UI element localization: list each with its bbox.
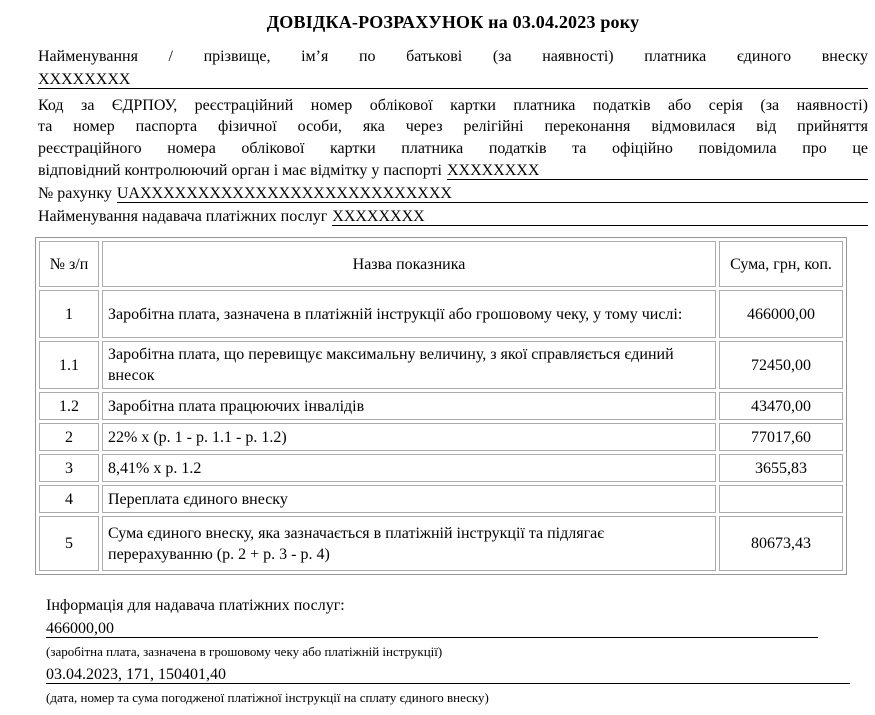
fill-line [452,183,868,203]
payer-name-line [38,69,868,91]
payer-name-label [38,46,868,68]
provider-label: Найменування надавача платіжних послуг [38,208,328,225]
row-number: 4 [39,485,99,513]
table-row [39,454,843,482]
row-number: 5 [39,516,99,571]
payment-caption: (дата, номер та сума погодженої платіжної інструкції на сплату єдиного внеску) [46,690,489,705]
fill-line [539,160,868,180]
table-row [39,290,843,338]
row-sum: 43470,00 [719,392,843,420]
salary-amount-line [46,618,868,640]
row-sum [719,485,843,513]
row-name: 8,41% х р. 1.2 [102,454,716,482]
payer-name-label-text: Найменування / прізвище, ім’я по батькові (за наявності) платника єдиного внеску [38,48,868,65]
row-number: 1.1 [39,341,99,389]
passport-mark-value: XXXXXXXX [446,162,540,179]
account-number-value: UAXXXXXXXXXXXXXXXXXXXXXXXXXXX [116,185,452,202]
col-header-name: Назва показника [102,241,716,287]
row-name: Заробітна плата працюючих інвалідів [102,392,716,420]
document-title: ДОВІДКА-РОЗРАХУНОК на 03.04.2023 року [266,12,640,32]
passport-mark-line [38,160,868,182]
row-number: 1 [39,290,99,338]
payment-details-line [46,664,868,686]
salary-caption: (заробітна плата, зазначена в грошовому чеку або платіжній інструкції) [46,644,443,659]
row-name: Переплата єдиного внеску [102,485,716,513]
provider-info-section [46,595,868,707]
row-number: 3 [39,454,99,482]
row-sum: 72450,00 [719,341,843,389]
passport-mark-label: відповідний контролюючий орган і має відмітку у паспорті [38,162,442,179]
provider-info-heading: Інформація для надавача платіжних послуг: [46,597,345,614]
col-header-num: № з/п [39,241,99,287]
row-name: Заробітна плата, що перевищує максимальну величину, з якої справляється єдиний внесок [102,341,716,389]
account-line [38,183,868,205]
col-header-sum: Сума, грн, коп. [719,241,843,287]
table-row [39,392,843,420]
salary-amount-value: 466000,00 [46,620,114,637]
row-sum: 3655,83 [719,454,843,482]
row-name: 22% х (р. 1 - р. 1.1 - р. 1.2) [102,423,716,451]
row-sum: 77017,60 [719,423,843,451]
tax-id-paragraph [38,95,868,160]
table-row [39,341,843,389]
table-row [39,516,843,571]
table-row [39,423,843,451]
row-name: Заробітна плата, зазначена в платіжній інструкції або грошовому чеку, у тому числі: [102,290,716,338]
fill-line [425,206,868,226]
table-header-row [39,241,843,287]
provider-name-value: XXXXXXXX [332,208,425,225]
fill-line [226,664,850,684]
fill-line [114,618,818,638]
provider-line [38,206,868,228]
row-sum: 466000,00 [719,290,843,338]
payment-details-value: 03.04.2023, 171, 150401,40 [46,666,226,683]
row-number: 1.2 [39,392,99,420]
row-sum: 80673,43 [719,516,843,571]
row-number: 2 [39,423,99,451]
tax-id-line-1: Код за ЄДРПОУ, реєстраційний номер облікової картки платника податків або серія (за наявності) [38,96,868,114]
calculation-table [35,237,847,575]
payer-name-value: XXXXXXXX [38,70,131,88]
tax-id-line-3: реєстраційного номера облікової картки платника податків та офіційно повідомила про це [38,139,868,157]
account-label: № рахунку [38,185,112,202]
tax-id-line-2: та номер паспорта фізичної особи, яка через релігійні переконання відмовилася від прийняття [38,118,868,135]
table-row [39,485,843,513]
row-name: Сума єдиного внеску, яка зазначається в платіжній інструкції та підлягає перерахуванню (р. 2 + р. 3 - р. 4) [102,516,716,571]
fill-line [130,69,868,89]
